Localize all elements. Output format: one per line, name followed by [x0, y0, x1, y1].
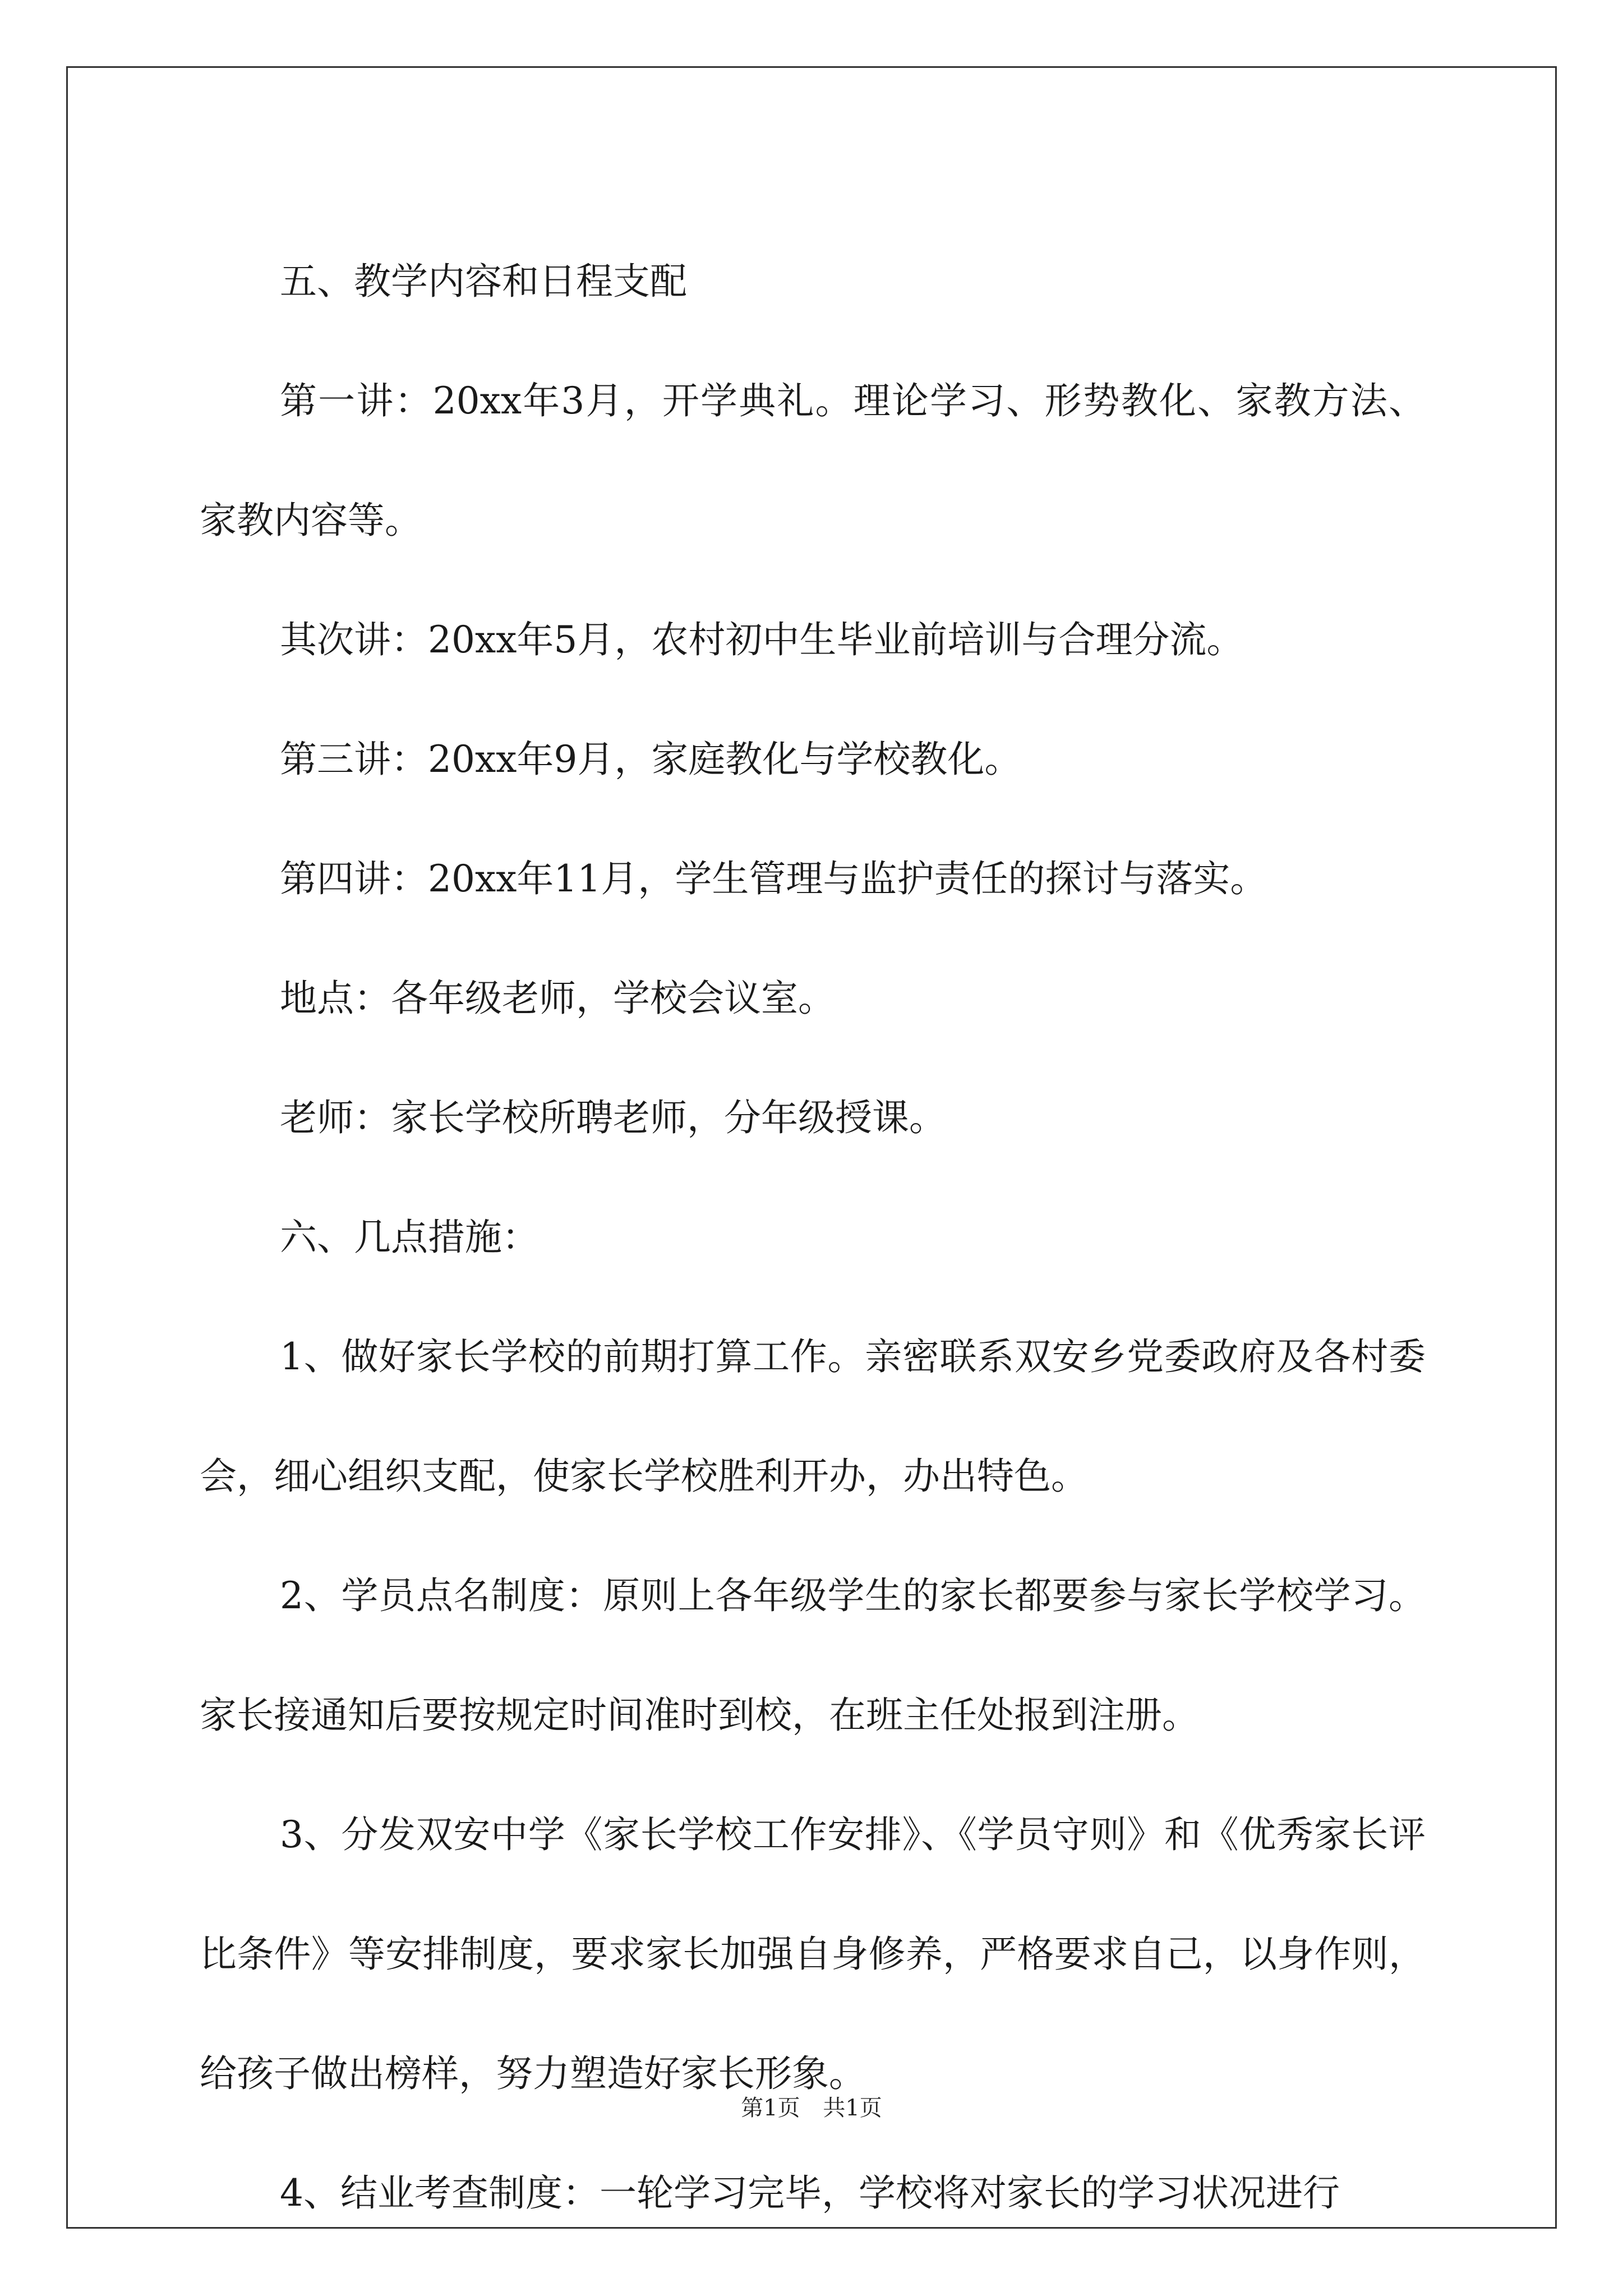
section-heading-teaching-schedule: 五、教学内容和日程支配 — [280, 260, 687, 303]
paragraph-lecture-1: 第一讲：20xx年3月，开学典礼。理论学习、形势教化、家教方法、家教内容等。 — [200, 379, 1426, 542]
page-footer — [0, 2091, 1623, 2125]
paragraph-location: 地点：各年级老师，学校会议室。 — [280, 977, 835, 1020]
paragraph-measure-3: 3、分发双安中学《家长学校工作安排》、《学员守则》和《优秀家长评比条件》等安排制度，要求家长加强自身修养，严格要求自己，以身作则，给孩子做出榜样，努力塑造好家长形象。 — [200, 1813, 1426, 2095]
paragraph-measure-4: 4、结业考查制度：一轮学习完毕，学校将对家长的学习状况进行 — [280, 2171, 1340, 2215]
paragraph-measure-2: 2、学员点名制度：原则上各年级学生的家长都要参与家长学校学习。家长接通知后要按规定时间准时到校，在班主任处报到注册。 — [200, 1574, 1426, 1737]
document-body — [200, 222, 1426, 2253]
paragraph-measure-1: 1、做好家长学校的前期打算工作。亲密联系双安乡党委政府及各村委会，细心组织支配，使家长学校胜利开办，办出特色。 — [200, 1335, 1426, 1498]
page-number-total: 共1页 — [823, 2095, 882, 2121]
paragraph-teachers: 老师：家长学校所聘老师，分年级授课。 — [280, 1096, 946, 1139]
paragraph-lecture-4: 第四讲：20xx年11月，学生管理与监护责任的探讨与落实。 — [280, 857, 1267, 900]
page-number-current: 第1页 — [741, 2095, 800, 2121]
paragraph-lecture-3: 第三讲：20xx年9月，家庭教化与学校教化。 — [280, 738, 1022, 781]
section-heading-measures: 六、几点措施： — [280, 1216, 539, 1259]
paragraph-lecture-2: 其次讲：20xx年5月，农村初中生毕业前培训与合理分流。 — [280, 618, 1244, 661]
